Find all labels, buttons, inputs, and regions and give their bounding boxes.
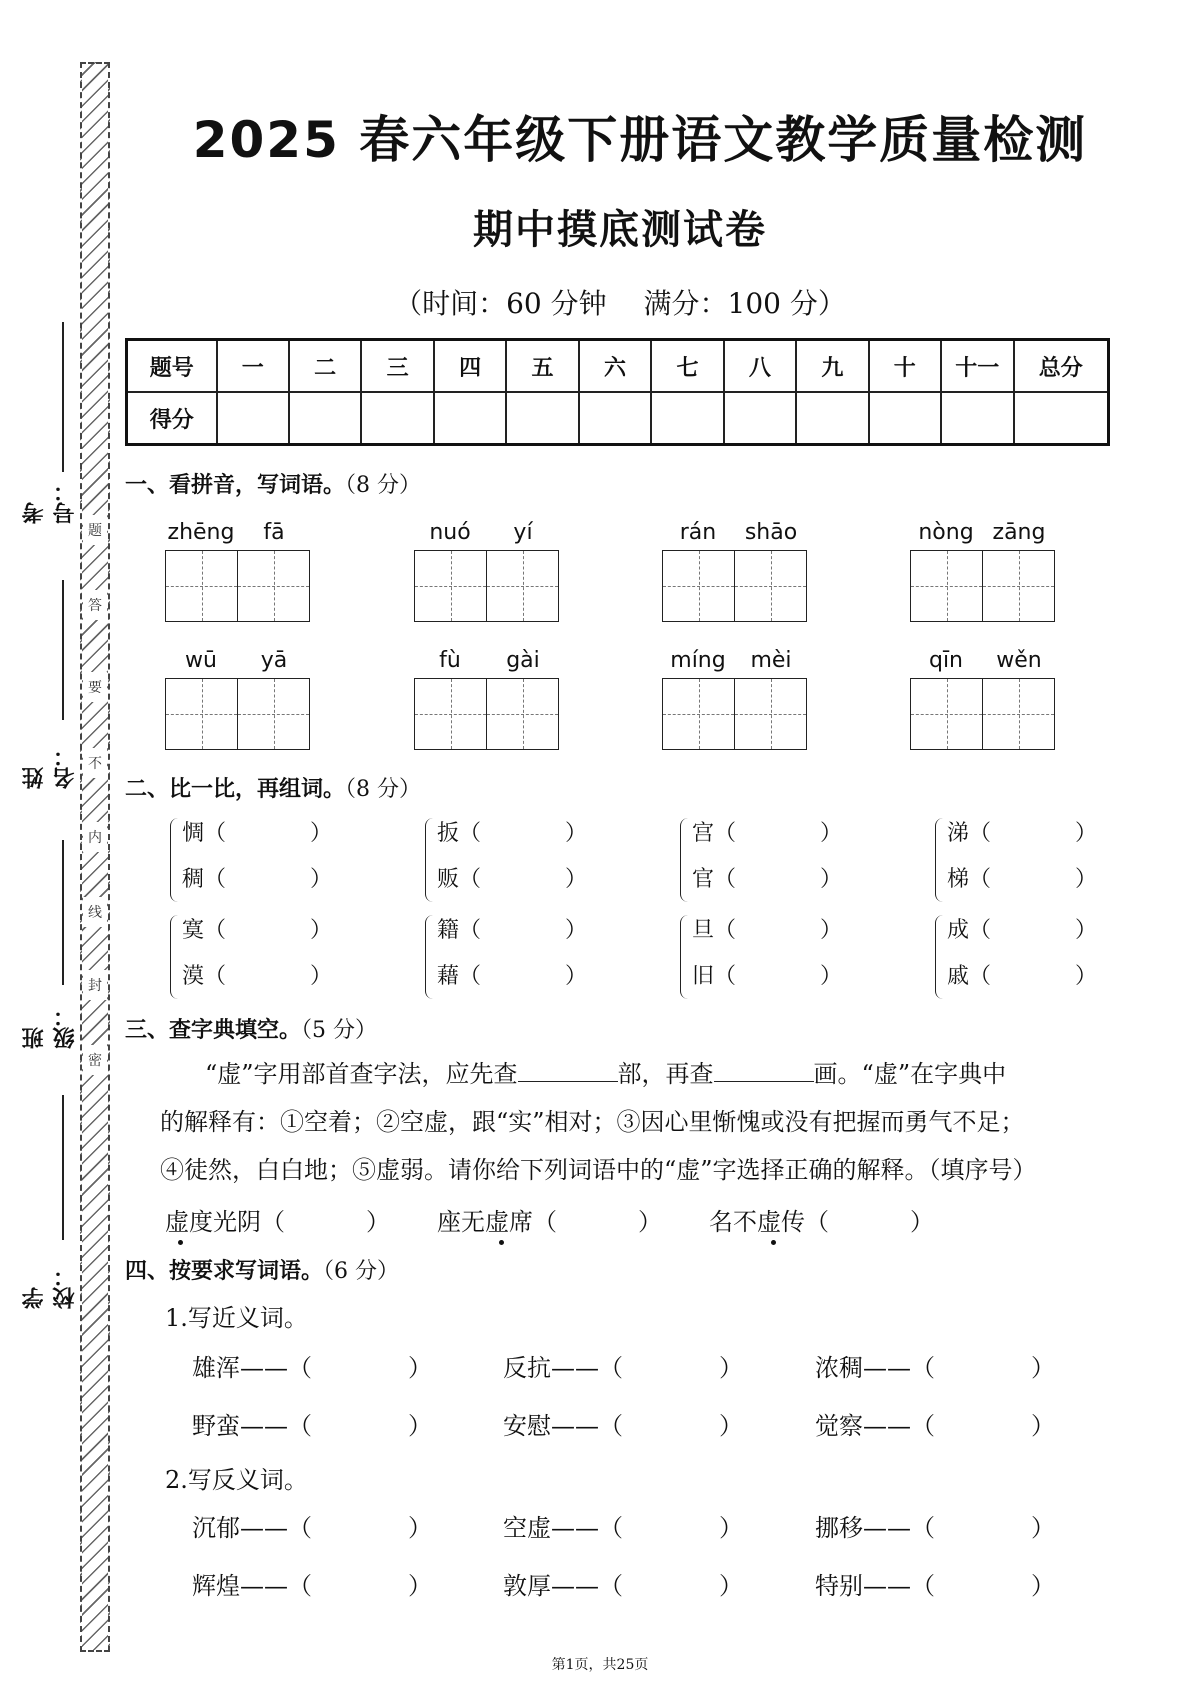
score-cell[interactable] xyxy=(869,392,941,445)
table-cell: 十一 xyxy=(941,340,1013,393)
table-cell: 三 xyxy=(361,340,433,393)
close-paren: ） xyxy=(719,1354,743,1382)
close-paren: ） xyxy=(819,964,842,989)
table-cell: 得分 xyxy=(127,392,217,445)
close-paren: ） xyxy=(1031,1354,1055,1382)
compare-row[interactable] xyxy=(692,816,842,847)
section-heading-text: 四、按要求写词语。 xyxy=(125,1259,324,1284)
table-cell: 二 xyxy=(289,340,361,393)
compare-row[interactable] xyxy=(692,862,842,893)
pinyin-text: zāng xyxy=(992,520,1046,545)
compare-pair xyxy=(680,816,840,908)
tian-grid-box[interactable] xyxy=(910,678,1055,750)
page-title: 2025 春六年级下册语文教学质量检测 xyxy=(192,111,1088,169)
close-paren: ） xyxy=(408,1354,432,1382)
close-paren: ） xyxy=(910,1208,934,1236)
brace-icon xyxy=(425,915,434,999)
score-cell[interactable] xyxy=(506,392,578,445)
pinyin-text: gài xyxy=(506,648,540,673)
seal-char: 封 xyxy=(83,970,107,1000)
table-cell: 四 xyxy=(434,340,506,393)
pinyin-text: yí xyxy=(513,520,533,545)
compare-row[interactable] xyxy=(947,862,1097,893)
name-line[interactable] xyxy=(62,580,64,720)
close-paren: ） xyxy=(1074,918,1097,943)
tian-grid-box[interactable] xyxy=(414,550,559,622)
class-label: 班级： xyxy=(22,1005,78,1049)
synonym-item[interactable] xyxy=(503,1406,743,1441)
compare-char: 成（ xyxy=(947,918,992,943)
xu-word-item[interactable] xyxy=(165,1202,390,1237)
close-paren: ） xyxy=(408,1572,432,1600)
close-paren: ） xyxy=(1074,821,1097,846)
antonym-item[interactable] xyxy=(815,1508,1055,1543)
xu-word-item[interactable] xyxy=(709,1202,934,1237)
section-4-heading xyxy=(125,1254,399,1285)
section-4-sub-1: 1.写近义词。 xyxy=(165,1304,308,1332)
close-paren: ） xyxy=(564,964,587,989)
table-cell: 七 xyxy=(651,340,723,393)
compare-char: 扳（ xyxy=(437,821,482,846)
score-cell[interactable] xyxy=(289,392,361,445)
section-points: （8 分） xyxy=(345,473,422,498)
word-prompt: 沉郁——（ xyxy=(192,1514,312,1542)
compare-row[interactable] xyxy=(947,959,1097,990)
compare-row[interactable] xyxy=(947,913,1097,944)
close-paren: ） xyxy=(638,1208,662,1236)
word-prompt: 挪移——（ xyxy=(815,1514,935,1542)
xu-word-text: 座无虚席（ xyxy=(437,1208,557,1236)
pinyin-text: nuó xyxy=(429,520,471,545)
compare-row[interactable] xyxy=(437,959,587,990)
score-cell[interactable] xyxy=(796,392,868,445)
pinyin-item xyxy=(910,520,1055,650)
compare-row[interactable] xyxy=(947,816,1097,847)
close-paren: ） xyxy=(819,867,842,892)
compare-row[interactable] xyxy=(182,862,332,893)
close-paren: ） xyxy=(309,821,332,846)
word-prompt: 安慰——（ xyxy=(503,1412,623,1440)
compare-row[interactable] xyxy=(437,816,587,847)
word-prompt: 浓稠——（ xyxy=(815,1354,935,1382)
compare-char: 寞（ xyxy=(182,918,227,943)
paragraph-text: 部，再查 xyxy=(617,1060,714,1088)
binding-strip xyxy=(80,62,110,1652)
section-3-line-1 xyxy=(205,1050,1110,1098)
name-label: 姓名： xyxy=(22,745,78,789)
table-cell: 九 xyxy=(796,340,868,393)
section-heading-text: 一、看拼音，写词语。 xyxy=(125,473,346,498)
score-cell[interactable] xyxy=(1014,392,1109,445)
section-points: （5 分） xyxy=(301,1018,378,1043)
fill-blank[interactable] xyxy=(714,1053,814,1082)
pinyin-text: qīn xyxy=(928,648,964,673)
antonym-item[interactable] xyxy=(192,1566,432,1601)
compare-char: 贩（ xyxy=(437,867,482,892)
paragraph-text: 画。“虚”在字典中 xyxy=(813,1060,1007,1088)
compare-pair xyxy=(170,913,330,1005)
score-cell[interactable] xyxy=(579,392,651,445)
seal-char: 不 xyxy=(83,748,107,778)
word-prompt: 野蛮——（ xyxy=(192,1412,312,1440)
emphasis-dot xyxy=(771,1240,776,1245)
time-and-score-info: （时间：60 分钟 满分：100 分） xyxy=(394,287,846,320)
close-paren: ） xyxy=(309,964,332,989)
pinyin-item xyxy=(662,520,807,650)
table-cell: 题号 xyxy=(127,340,217,393)
compare-pair xyxy=(425,816,585,908)
close-paren: ） xyxy=(1074,867,1097,892)
compare-char: 官（ xyxy=(692,867,737,892)
compare-char: 梯（ xyxy=(947,867,992,892)
close-paren: ） xyxy=(1031,1412,1055,1440)
seal-char: 线 xyxy=(83,897,107,927)
fill-blank[interactable] xyxy=(518,1053,618,1082)
compare-pair xyxy=(425,913,585,1005)
word-prompt: 敦厚——（ xyxy=(503,1572,623,1600)
tian-grid-box[interactable] xyxy=(414,678,559,750)
synonym-item[interactable] xyxy=(503,1348,743,1383)
emphasis-dot xyxy=(178,1240,183,1245)
xu-word-item[interactable] xyxy=(437,1202,662,1237)
emphasis-dot xyxy=(499,1240,504,1245)
section-points: （6 分） xyxy=(323,1259,400,1284)
word-prompt: 特别——（ xyxy=(815,1572,935,1600)
brace-icon xyxy=(170,818,179,902)
close-paren: ） xyxy=(819,918,842,943)
tian-grid-box[interactable] xyxy=(662,678,807,750)
table-cell: 五 xyxy=(506,340,578,393)
synonym-item[interactable] xyxy=(192,1348,432,1383)
pinyin-text: zhēng xyxy=(167,520,235,545)
pinyin-text: mèi xyxy=(750,648,792,673)
compare-char: 籍（ xyxy=(437,918,482,943)
compare-row[interactable] xyxy=(692,959,842,990)
close-paren: ） xyxy=(719,1572,743,1600)
compare-char: 旦（ xyxy=(692,918,737,943)
compare-char: 惆（ xyxy=(182,821,227,846)
section-3-heading xyxy=(125,1013,377,1044)
compare-row[interactable] xyxy=(437,913,587,944)
compare-char: 戚（ xyxy=(947,964,992,989)
compare-row[interactable] xyxy=(182,913,332,944)
synonym-item[interactable] xyxy=(192,1406,432,1441)
school-label: 学校： xyxy=(22,1265,78,1309)
page-subtitle: 期中摸底测试卷 xyxy=(473,207,767,253)
word-prompt: 辉煌——（ xyxy=(192,1572,312,1600)
score-table-header-row xyxy=(127,340,1109,393)
seal-char: 题 xyxy=(83,515,107,545)
close-paren: ） xyxy=(564,821,587,846)
section-3-line-2: 的解释有：①空着；②空虚，跟“实”相对；③因心里惭愧或没有把握而勇气不足； xyxy=(160,1108,1025,1136)
xu-word-text: 虚度光阴（ xyxy=(165,1208,285,1236)
pinyin-item xyxy=(414,648,559,778)
compare-row[interactable] xyxy=(437,862,587,893)
section-heading-text: 二、比一比，再组词。 xyxy=(125,777,346,802)
pinyin-text: rán xyxy=(679,520,717,545)
synonym-item[interactable] xyxy=(815,1406,1055,1441)
score-cell[interactable] xyxy=(361,392,433,445)
section-4-sub-2: 2.写反义词。 xyxy=(165,1466,308,1494)
seal-char: 内 xyxy=(83,822,107,852)
table-cell: 十 xyxy=(869,340,941,393)
antonym-item[interactable] xyxy=(192,1508,432,1543)
close-paren: ） xyxy=(1074,964,1097,989)
seal-char: 密 xyxy=(83,1045,107,1075)
close-paren: ） xyxy=(564,918,587,943)
score-table-score-row xyxy=(127,392,1109,445)
table-cell: 一 xyxy=(217,340,289,393)
compare-pair xyxy=(680,913,840,1005)
score-cell[interactable] xyxy=(941,392,1013,445)
brace-icon xyxy=(680,915,689,999)
word-prompt: 雄浑——（ xyxy=(192,1354,312,1382)
table-cell: 总分 xyxy=(1014,340,1109,393)
page-footer: 第1页，共25页 xyxy=(551,1657,649,1673)
antonym-item[interactable] xyxy=(503,1508,743,1543)
pinyin-text: fā xyxy=(263,520,285,545)
tian-grid-box[interactable] xyxy=(165,550,310,622)
tian-grid-box[interactable] xyxy=(165,678,310,750)
close-paren: ） xyxy=(309,918,332,943)
section-1-heading xyxy=(125,468,421,499)
score-cell[interactable] xyxy=(724,392,796,445)
compare-char: 稠（ xyxy=(182,867,227,892)
school-line[interactable] xyxy=(62,1095,64,1240)
score-cell[interactable] xyxy=(434,392,506,445)
section-points: （8 分） xyxy=(345,777,422,802)
class-line[interactable] xyxy=(62,840,64,985)
compare-pair xyxy=(170,816,330,908)
exam-number-line[interactable] xyxy=(62,322,64,472)
close-paren: ） xyxy=(564,867,587,892)
pinyin-item xyxy=(165,520,310,650)
pinyin-text: wū xyxy=(185,648,217,673)
close-paren: ） xyxy=(719,1514,743,1542)
pinyin-text: míng xyxy=(670,648,726,673)
compare-row[interactable] xyxy=(182,816,332,847)
pinyin-item xyxy=(165,648,310,778)
pinyin-text: wěn xyxy=(996,648,1042,673)
score-cell[interactable] xyxy=(651,392,723,445)
tian-grid-box[interactable] xyxy=(910,550,1055,622)
score-cell[interactable] xyxy=(217,392,289,445)
close-paren: ） xyxy=(309,867,332,892)
compare-row[interactable] xyxy=(182,959,332,990)
pinyin-item xyxy=(662,648,807,778)
synonym-item[interactable] xyxy=(815,1348,1055,1383)
exam-number-label: 考号： xyxy=(22,480,78,524)
compare-char: 宫（ xyxy=(692,821,737,846)
brace-icon xyxy=(680,818,689,902)
close-paren: ） xyxy=(408,1514,432,1542)
paragraph-text: “虚”字用部首查字法，应先查 xyxy=(205,1060,518,1088)
pinyin-text: fù xyxy=(439,648,461,673)
seal-char: 要 xyxy=(83,672,107,702)
section-heading-text: 三、查字典填空。 xyxy=(125,1018,302,1043)
antonym-item[interactable] xyxy=(503,1566,743,1601)
word-prompt: 反抗——（ xyxy=(503,1354,623,1382)
table-cell: 六 xyxy=(579,340,651,393)
pinyin-text: yā xyxy=(260,648,288,673)
score-table xyxy=(125,338,1110,446)
close-paren: ） xyxy=(1031,1572,1055,1600)
word-prompt: 空虚——（ xyxy=(503,1514,623,1542)
close-paren: ） xyxy=(1031,1514,1055,1542)
compare-pair xyxy=(935,816,1095,908)
compare-row[interactable] xyxy=(692,913,842,944)
pinyin-item xyxy=(910,648,1055,778)
pinyin-item xyxy=(414,520,559,650)
pinyin-text: nòng xyxy=(918,520,974,545)
close-paren: ） xyxy=(719,1412,743,1440)
table-cell: 八 xyxy=(724,340,796,393)
pinyin-text: shāo xyxy=(744,520,798,545)
brace-icon xyxy=(425,818,434,902)
close-paren: ） xyxy=(366,1208,390,1236)
brace-icon xyxy=(170,915,179,999)
compare-char: 涕（ xyxy=(947,821,992,846)
compare-char: 旧（ xyxy=(692,964,737,989)
seal-char: 答 xyxy=(83,590,107,620)
compare-pair xyxy=(935,913,1095,1005)
brace-icon xyxy=(935,915,944,999)
section-2-heading xyxy=(125,772,421,803)
word-prompt: 觉察——（ xyxy=(815,1412,935,1440)
brace-icon xyxy=(935,818,944,902)
close-paren: ） xyxy=(408,1412,432,1440)
tian-grid-box[interactable] xyxy=(662,550,807,622)
compare-char: 藉（ xyxy=(437,964,482,989)
section-3-line-3: ④徒然，白白地；⑤虚弱。请你给下列词语中的“虚”字选择正确的解释。（填序号） xyxy=(160,1156,1037,1184)
compare-char: 漠（ xyxy=(182,964,227,989)
xu-word-text: 名不虚传（ xyxy=(709,1208,829,1236)
close-paren: ） xyxy=(819,821,842,846)
antonym-item[interactable] xyxy=(815,1566,1055,1601)
